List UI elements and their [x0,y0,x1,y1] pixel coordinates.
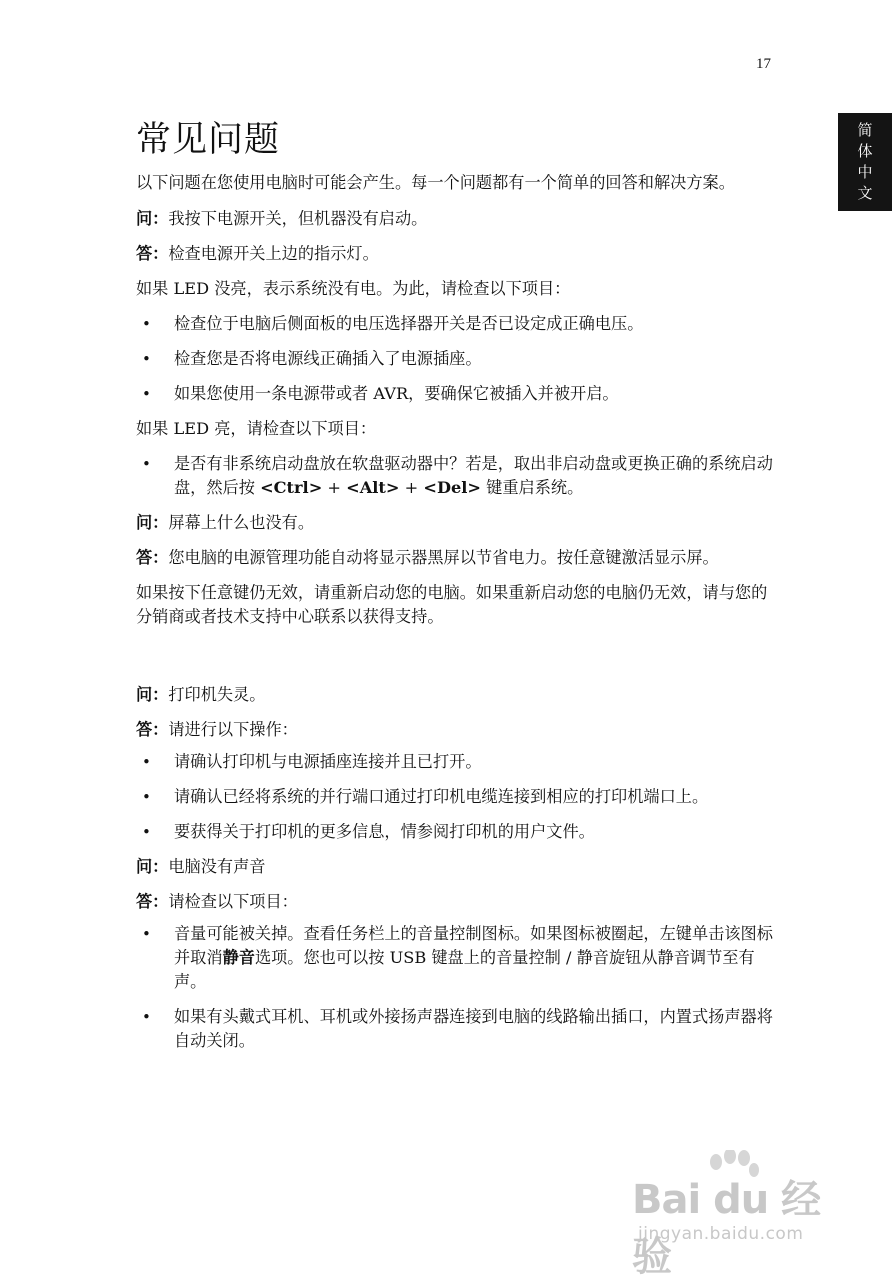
answer-label: 答： [136,244,169,263]
language-tab-char: 文 [857,184,873,202]
faq3-question [136,683,776,707]
key-del: <Del> [423,478,481,497]
bullet-icon: • [142,385,151,403]
faq4-answer [136,890,776,914]
list-item-text: 请确认打印机与电源插座连接并且已打开。 [174,752,482,771]
bullet-icon: • [142,1008,151,1026]
faq1-condition-off: 如果 LED 没亮，表示系统没有电。为此，请检查以下项目： [136,279,571,298]
watermark-url: jingyan.baidu.com [638,1224,804,1244]
faq1-condition-on: 如果 LED 亮，请检查以下项目： [136,419,377,438]
bullet-icon: • [142,753,151,771]
plus-sign: + [404,478,419,497]
key-ctrl: <Ctrl> [260,478,323,497]
list-item-text: 是否有非系统启动盘放在软盘驱动器中？若是，取出非启动盘或更换正确的系统启动盘，然后按 [174,454,773,497]
faq1-answer [136,242,776,266]
list-item [136,312,776,336]
list-item [136,382,776,406]
answer-label: 答： [136,892,169,911]
list-item-text: 检查位于电脑后侧面板的电压选择器开关是否已设定成正确电压。 [174,314,644,333]
bullet-icon: • [142,823,151,841]
list-item-text-end: 选项。您也可以按 USB 键盘上的音量控制 / 静音旋钮从静音调节至有声。 [174,948,755,991]
faq4-question [136,855,776,879]
mute-option-label: 静音 [222,948,255,967]
page-number: 17 [756,56,771,72]
question-label: 问： [136,685,169,704]
faq2-answer [136,546,776,570]
answer-text: 检查电源开关上边的指示灯。 [168,244,379,263]
language-tab-char: 简 [857,121,873,139]
faq1-question [136,207,776,231]
bullet-icon: • [142,455,151,473]
list-item-text: 检查您是否将电源线正确插入了电源插座。 [174,349,482,368]
list-item [136,922,776,994]
answer-text: 您电脑的电源管理功能自动将显示器黑屏以节省电力。按任意键激活显示屏。 [168,548,719,567]
page-title: 常见问题 [136,120,281,160]
language-tab-char: 体 [857,142,873,160]
list-item [136,347,776,371]
intro-paragraph: 以下问题在您使用电脑时可能会产生。每一个问题都有一个简单的回答和解决方案。 [136,173,735,192]
faq2-question [136,511,776,535]
list-item-text: 音量可能被关掉。查看任务栏上的音量控制图标。如果图标被圈起，左键单击该图标并取消 [174,924,773,967]
bullet-icon: • [142,315,151,333]
list-item-text: 请确认已经将系统的并行端口通过打印机电缆连接到相应的打印机端口上。 [174,787,709,806]
section-spacer [136,640,776,683]
bullet-icon: • [142,925,151,943]
faq3-answer [136,718,776,742]
list-item-text: 如果您使用一条电源带或者 AVR，要确保它被插入并被开启。 [174,384,619,403]
answer-label: 答： [136,720,169,739]
question-text: 我按下电源开关，但机器没有启动。 [168,209,428,228]
question-label: 问： [136,857,169,876]
answer-text: 请进行以下操作： [168,720,298,739]
faq2-followup: 如果按下任意键仍无效，请重新启动您的电脑。如果重新启动您的电脑仍无效，请与您的分销商或者技术支持中心联系以获得支持。 [136,583,768,626]
question-text: 电脑没有声音 [168,857,266,876]
baidu-watermark [632,1150,852,1280]
question-text: 屏幕上什么也没有。 [168,513,315,532]
list-item [136,452,776,500]
language-tab [838,113,892,211]
faq-content [136,171,776,1064]
question-text: 打印机失灵。 [168,685,266,704]
key-alt: <Alt> [346,478,400,497]
answer-text: 请检查以下项目： [168,892,298,911]
list-item [136,1005,776,1053]
bullet-icon: • [142,788,151,806]
question-label: 问： [136,209,169,228]
watermark-logo: Bai du 经验 [632,1177,821,1280]
answer-label: 答： [136,548,169,567]
list-item-text: 如果有头戴式耳机、耳机或外接扬声器连接到电脑的线路输出插口，内置式扬声器将自动关闭。 [174,1007,773,1050]
list-item [136,820,776,844]
list-item [136,750,776,774]
question-label: 问： [136,513,169,532]
plus-sign: + [327,478,341,497]
list-item-text: 要获得关于打印机的更多信息，情参阅打印机的用户文件。 [174,822,595,841]
language-tab-char: 中 [857,163,873,181]
list-item [136,785,776,809]
list-item-text-end: 键重启系统。 [486,478,584,497]
bullet-icon: • [142,350,151,368]
